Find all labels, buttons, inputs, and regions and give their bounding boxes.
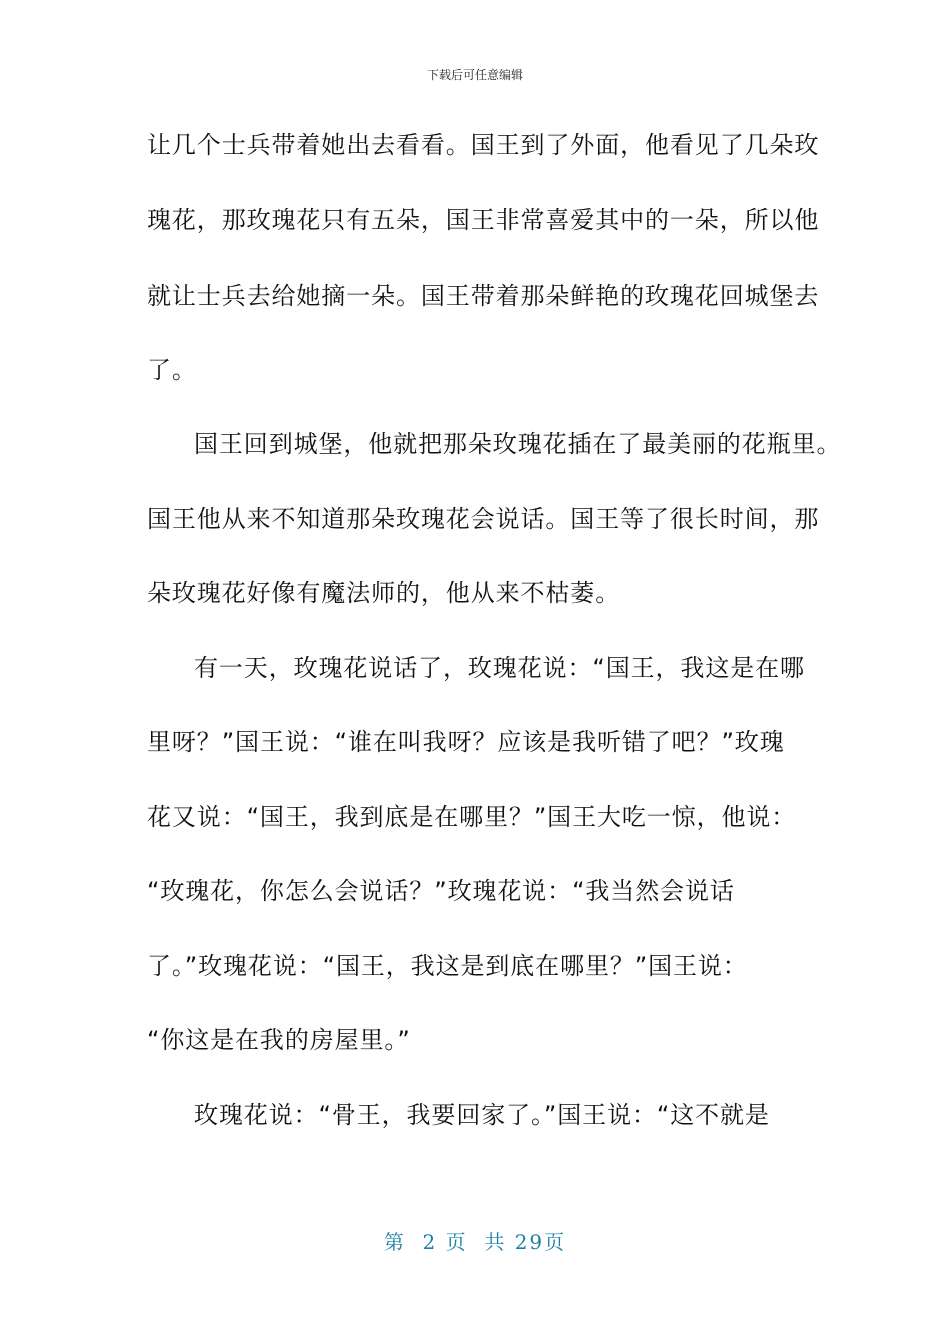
text-line: 国王回到城堡，他就把那朵玫瑰花插在了最美丽的花瓶里。	[194, 430, 842, 458]
text-line: 玫瑰花说：“骨王，我要回家了。”国王说：“这不就是	[194, 1101, 770, 1129]
page-header: 下载后可任意编辑	[426, 68, 523, 82]
text-line: 朵玫瑰花好像有魔法师的，他从来不枯萎。	[147, 579, 621, 607]
text-line: 国王他从来不知道那朵玫瑰花会说话。国王等了很长时间，那	[147, 505, 820, 533]
text-line: 就让士兵去给她摘一朵。国王带着那朵鲜艳的玫瑰花回城堡去	[147, 282, 820, 310]
text-line: 里呀？”国王说：“谁在叫我呀？应该是我听错了吧？”玫瑰	[147, 728, 785, 756]
text-line: “玫瑰花，你怎么会说话？”玫瑰花说：“我当然会说话	[147, 877, 735, 905]
text-line: 瑰花，那玫瑰花只有五朵，国王非常喜爱其中的一朵，所以他	[147, 206, 820, 234]
text-line: 有一天，玫瑰花说话了，玫瑰花说：“国王，我这是在哪	[194, 654, 805, 682]
text-line: 了。”玫瑰花说：“国王，我这是到底在哪里？”国王说：	[147, 952, 748, 980]
page-number-footer: 第 2 页 共 29页	[383, 1230, 567, 1254]
text-line: 了。	[147, 356, 197, 384]
text-line: “你这是在我的房屋里。”	[147, 1026, 411, 1054]
text-line: 让几个士兵带着她出去看看。国王到了外面，他看见了几朵玫	[147, 131, 820, 159]
text-line: 花又说：“国王，我到底是在哪里？”国王大吃一惊，他说：	[147, 803, 797, 831]
